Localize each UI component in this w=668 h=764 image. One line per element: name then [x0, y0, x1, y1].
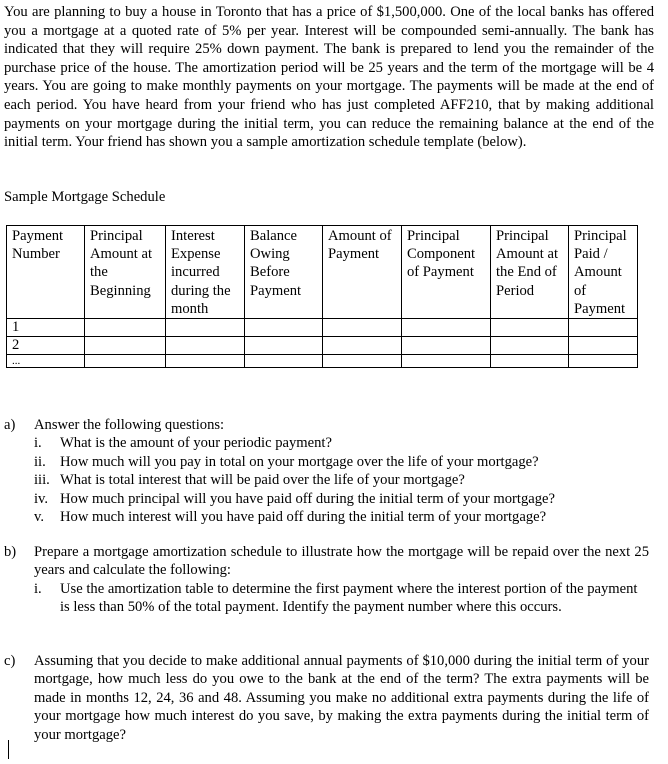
question-b-label: b): [4, 544, 17, 560]
col-header-principal-component: Principal Component of Payment: [402, 226, 491, 319]
question-a-text: Answer the following questions:: [34, 417, 225, 433]
row-payment-number: 2: [7, 337, 85, 355]
row-payment-number: 1: [7, 319, 85, 337]
row-payment-number: ...: [7, 355, 85, 368]
item-text: What is the amount of your periodic payment?: [60, 435, 332, 452]
item-text: Use the amortization table to determine the first payment where the interest portion of the payment is less than 50% of the total payment. Identify the payment number where this occurs.: [60, 580, 638, 616]
text-cursor: [8, 740, 9, 759]
list-item: [34, 508, 649, 526]
question-a-label: a): [4, 417, 16, 433]
table-row: [7, 337, 638, 355]
table-header-row: [7, 226, 638, 319]
list-item: [34, 471, 649, 489]
col-header-interest-expense: Interest Expense incurred during the month: [166, 226, 245, 319]
col-header-principal-paid-ratio: Principal Paid / Amount of Payment: [569, 226, 638, 319]
question-c-text: Assuming that you decide to make additional annual payments of $10,000 during the initial term of your mortgage, how much less do you owe to the bank at the end of the term? The extra payments will be made in months 12, 24, 36 and 48. Assuming you make no additional extra payments during the life of your mortgage how much interest do you save, by making the extra payments during the initial term of your mortgage?: [34, 653, 649, 743]
list-item: [34, 434, 649, 452]
item-text: How much principal will you have paid off during the initial term of your mortgage?: [60, 490, 555, 507]
item-number: i.: [34, 580, 42, 597]
question-b-text: Prepare a mortgage amortization schedule to illustrate how the mortgage will be repaid over the next 25 years and calculate the following:: [34, 544, 649, 579]
schedule-heading: Sample Mortgage Schedule: [4, 189, 166, 205]
col-header-principal-beginning: Principal Amount at the Beginning: [85, 226, 166, 319]
question-c-label: c): [4, 653, 16, 669]
table-row: [7, 319, 638, 337]
question-a: [4, 416, 649, 526]
item-text: What is total interest that will be paid over the life of your mortgage?: [60, 472, 465, 489]
item-number: ii.: [34, 453, 46, 470]
item-text: How much interest will you have paid off during the initial term of your mortgage?: [60, 509, 547, 526]
intro-paragraph: You are planning to buy a house in Toronto that has a price of $1,500,000. One of the local banks has offered you a mortgage at a quoted rate of 5% per year. Interest will be compounded semi-annually. The bank has indicated that they will require 25% down payment. The bank is prepared to lend you the remainder of the purchase price of the house. The amortization period will be 25 years and the term of the mortgage will be 4 years. You are going to make monthly payments on your mortgage. The payments will be made at the end of each period. You have heard from your friend who has just completed AFF210, that by making additional payments on your mortgage during the initial term, you can reduce the remaining balance at the end of the initial term. Your friend has shown you a sample amortization schedule template (below).: [4, 4, 654, 151]
item-number: i.: [34, 435, 42, 452]
list-item: [34, 453, 649, 471]
col-header-principal-end: Principal Amount at the End of Period: [491, 226, 569, 319]
question-b: [4, 543, 649, 617]
item-number: v.: [34, 509, 44, 526]
item-number: iv.: [34, 490, 49, 507]
list-item: [34, 580, 649, 617]
item-number: iii.: [34, 472, 50, 489]
col-header-balance-owing: Balance Owing Before Payment: [245, 226, 323, 319]
list-item: [34, 490, 649, 508]
item-text: How much will you pay in total on your mortgage over the life of your mortgage?: [60, 453, 539, 470]
col-header-amount-of-payment: Amount of Payment: [323, 226, 402, 319]
col-header-payment-number: Payment Number: [7, 226, 85, 319]
question-c: [4, 652, 649, 744]
sample-mortgage-schedule-table: [6, 225, 638, 368]
table-row: [7, 355, 638, 368]
